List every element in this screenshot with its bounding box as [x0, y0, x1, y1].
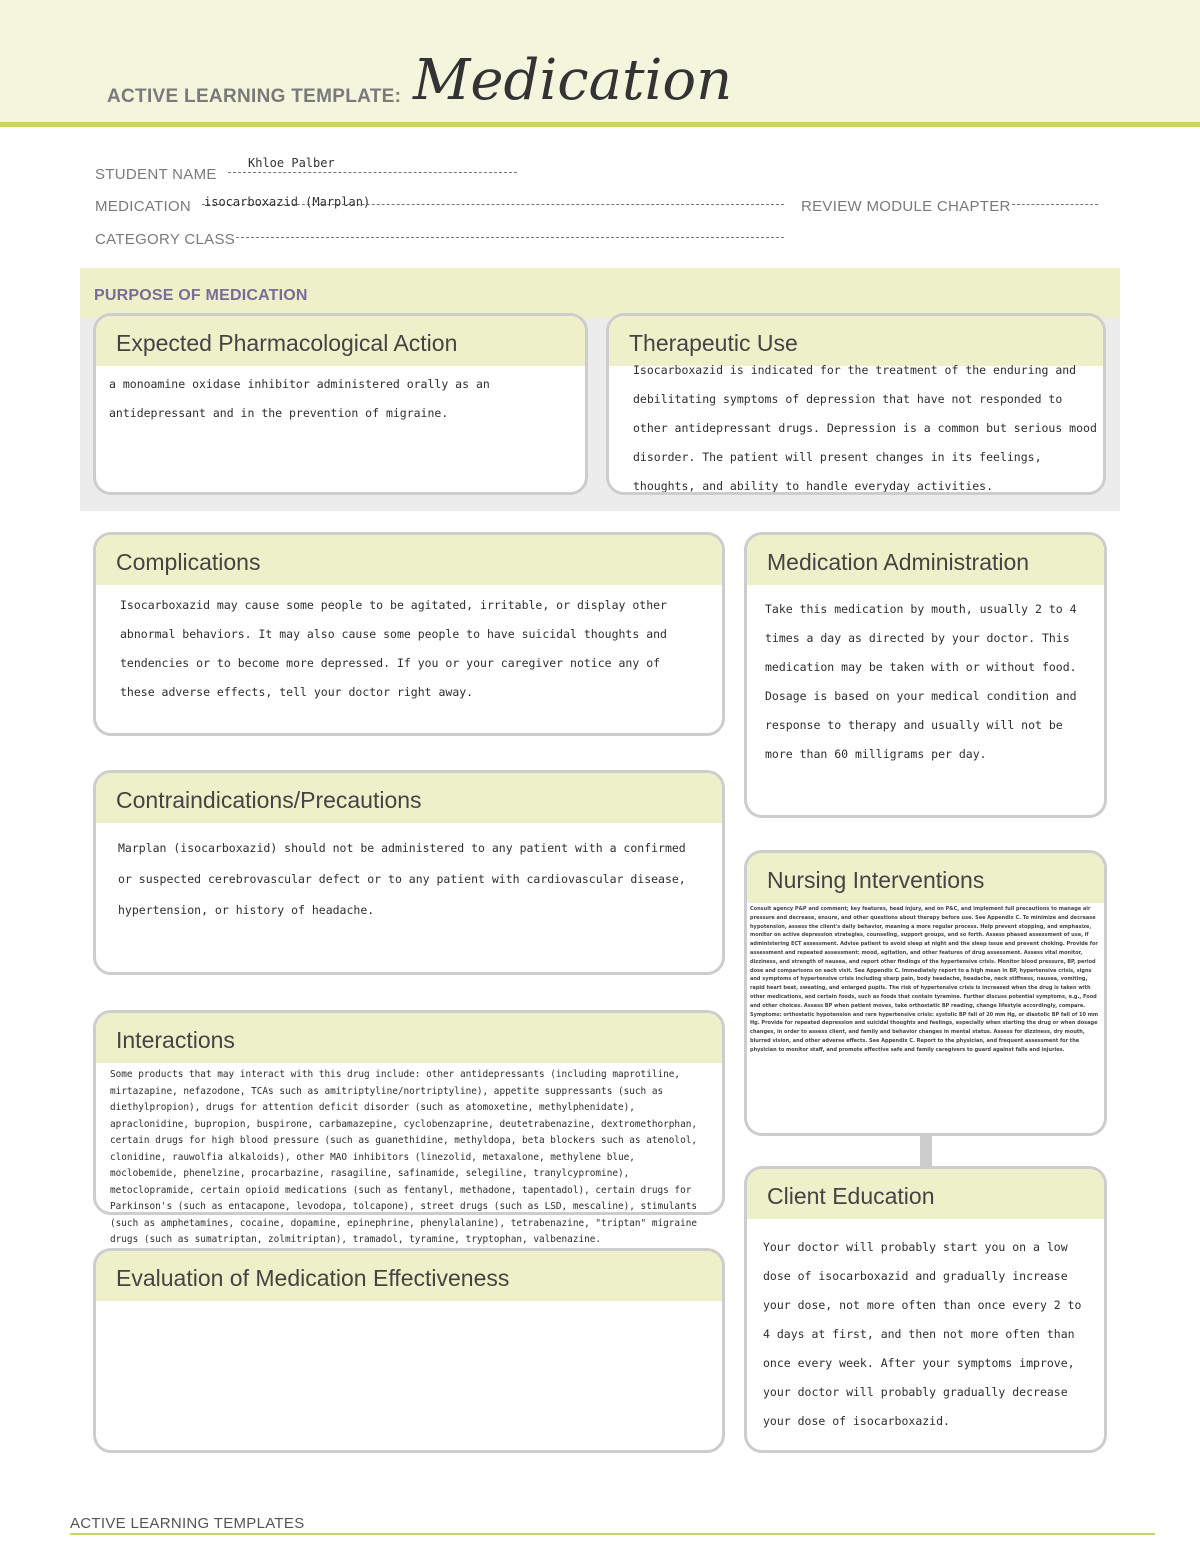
purpose-label: PURPOSE OF MEDICATION: [94, 287, 308, 304]
header-rule: [0, 122, 1200, 127]
administration-text: Take this medication by mouth, usually 2 to 4 times a day as directed by your doctor. This medication may be taken with or without food. Dosage is based on your medical condition and response to therapy and usually will not be more than 60 milligrams per day.: [765, 602, 1077, 761]
client-education-box: [744, 1166, 1107, 1453]
nursing-interventions-text: Consult agency P&P and comment; key features, head injury, and on P&C, and implement full precautions to manage air pressure and decrease, ensure, and other questions about therapy before use. See Appendix C. To minimize and decrease hypotension, assess the client's daily behavior, meaning a more regular process. Help prevent stopping, and emphasize, monitor on active depression strategies, counseling, support groups, and so forth. Assess phased assessment of use, if administering ECT assessment. Advise patient to avoid sleep at night and the sleep issue and prevent choking. Provide for assessment and repeated assessment: mood, agitation, and other features of drug assessment. Assess vital monitor, dizziness, and strength of nausea, and report other findings of the hypertensive crisis. Monitor blood pressure, BP, period dose and comparisons on each visit. See Appendix C. Immediately report to a high mean in BP, hypertensive crisis, signs and symptoms of hypertensive crisis including sharp pain, body headache, headache, neck stiffness, nausea, vomiting, rapid heart beat, sweating, and enlarged pupils. The risk of hypertensive crisis is increased when the drug is taken with other medications, and certain foods, such as foods that contain tyramine. Further discuss potential symptoms, e.g., Food and other choices. Assess BP when patient moves, take orthostatic BP reading, change lifestyle accordingly, compare. Symptoms: orthostatic hypotension and rare hypertensive crisis: systolic BP fall of 20 mm Hg, or diastolic BP fall of 10 mm Hg. Provide for repeated depression and suicidal thoughts and feelings, especially when starting the drug or when dosage changes, in order to assess client, and family and behavior changes in mental status. Assess for dizziness, dry mouth, blurred vision, and other adverse effects. See Appendix C. Report to the physician, and frequent assessment for the physician to monitor staff, and promote effective safe and family caregivers to guard against falls and injuries.: [750, 906, 1099, 1053]
student-name-line: [228, 172, 517, 173]
review-module-field[interactable]: [1012, 204, 1098, 205]
evaluation-title: Evaluation of Medication Effectiveness: [116, 1265, 510, 1291]
interactions-title: Interactions: [116, 1027, 235, 1053]
complications-text: Isocarboxazid may cause some people to be agitated, irritable, or display other abnormal behaviors. It may also cause some people to have suicidal thoughts and tendencies or to become more depressed. If you or your caregiver notice any of these adverse effects, tell your doctor right away.: [120, 598, 667, 699]
complications-box: [93, 532, 725, 736]
therapeutic-use-box: [606, 313, 1106, 495]
nursing-interventions-title: Nursing Interventions: [767, 867, 985, 893]
client-education-title: Client Education: [767, 1183, 935, 1209]
contraindications-text: Marplan (isocarboxazid) should not be administered to any patient with a confirmed or suspected cerebrovascular defect or to any patient with cardiovascular disease, hypertension, or history of headache.: [118, 841, 686, 917]
complications-title: Complications: [116, 549, 261, 575]
medication-label: MEDICATION: [95, 198, 192, 215]
student-name-field[interactable]: Khloe Palber: [248, 156, 335, 170]
medication-field[interactable]: isocarboxazid (Marplan): [204, 195, 371, 209]
page-title: Medication: [413, 48, 733, 113]
contraindications-box: [93, 770, 725, 975]
administration-title: Medication Administration: [767, 549, 1030, 575]
box-connector: [920, 1133, 932, 1166]
expected-action-title: Expected Pharmacological Action: [116, 330, 458, 356]
nursing-interventions-box: [744, 850, 1107, 1136]
administration-box: [744, 532, 1107, 818]
interactions-text: Some products that may interact with this drug include: other antidepressants (including maprotiline, mirtazapine, nefazodone, TCAs such as amitriptyline/nortriptyline), appetite suppressants (such as diethylpropion), drugs for attention deficit disorder (such as atomoxetine, methylphenidate), apraclonidine, bupropion, buspirone, carbamazepine, cyclobenzaprine, deutetrabenazine, dextromethorphan, certain drugs for high blood pressure (such as guanethidine, methyldopa, beta blockers such as atenolol, clonidine, rauwolfia alkaloids), other MAO inhibitors (linezolid, metaxalone, methylene blue, moclobemide, phenelzine, procarbazine, rasagiline, safinamide, selegiline, tranylcypromine), metoclopramide, certain opioid medications (such as fentanyl, methadone, tapentadol), certain drugs for Parkinson's (such as entacapone, levodopa, tolcapone), street drugs (such as LSD, mescaline), stimulants (such as amphetamines, cocaine, dopamine, epinephrine, phenylalanine), tetrabenazine, "triptan" migraine drugs (such as sumatriptan, zolmitriptan), tramadol, tyramine, tryptophan, valbenazine.: [110, 1069, 697, 1245]
footer-label: ACTIVE LEARNING TEMPLATES: [70, 1515, 305, 1532]
expected-action-text: a monoamine oxidase inhibitor administered orally as an antidepressant and in the prevention of migraine.: [109, 377, 490, 420]
contraindications-title: Contraindications/Precautions: [116, 787, 422, 813]
evaluation-box: [93, 1248, 725, 1453]
category-class-label: CATEGORY CLASS: [95, 231, 236, 248]
template-label: ACTIVE LEARNING TEMPLATE:: [107, 86, 402, 107]
student-name-label: STUDENT NAME: [95, 166, 217, 183]
interactions-box: [93, 1010, 725, 1245]
footer-rule: [70, 1533, 1155, 1535]
client-education-text: Your doctor will probably start you on a low dose of isocarboxazid and gradually increase your dose, not more often than once every 2 to 4 days at first, and then not more often than once every week. After your symptoms improve, your doctor will probably gradually decrease your dose of isocarboxazid.: [763, 1240, 1082, 1428]
category-class-field[interactable]: [236, 237, 784, 238]
expected-action-box: [93, 313, 588, 495]
therapeutic-use-text: Isocarboxazid is indicated for the treatment of the enduring and debilitating symptoms of depression that have not responded to other antidepressant drugs. Depression is a common but serious mood disorder. The patient will present changes in its feelings, thoughts, and ability to handle everyday activities.: [633, 363, 1097, 493]
review-module-label: REVIEW MODULE CHAPTER: [801, 198, 1011, 215]
therapeutic-use-title: Therapeutic Use: [629, 330, 798, 356]
